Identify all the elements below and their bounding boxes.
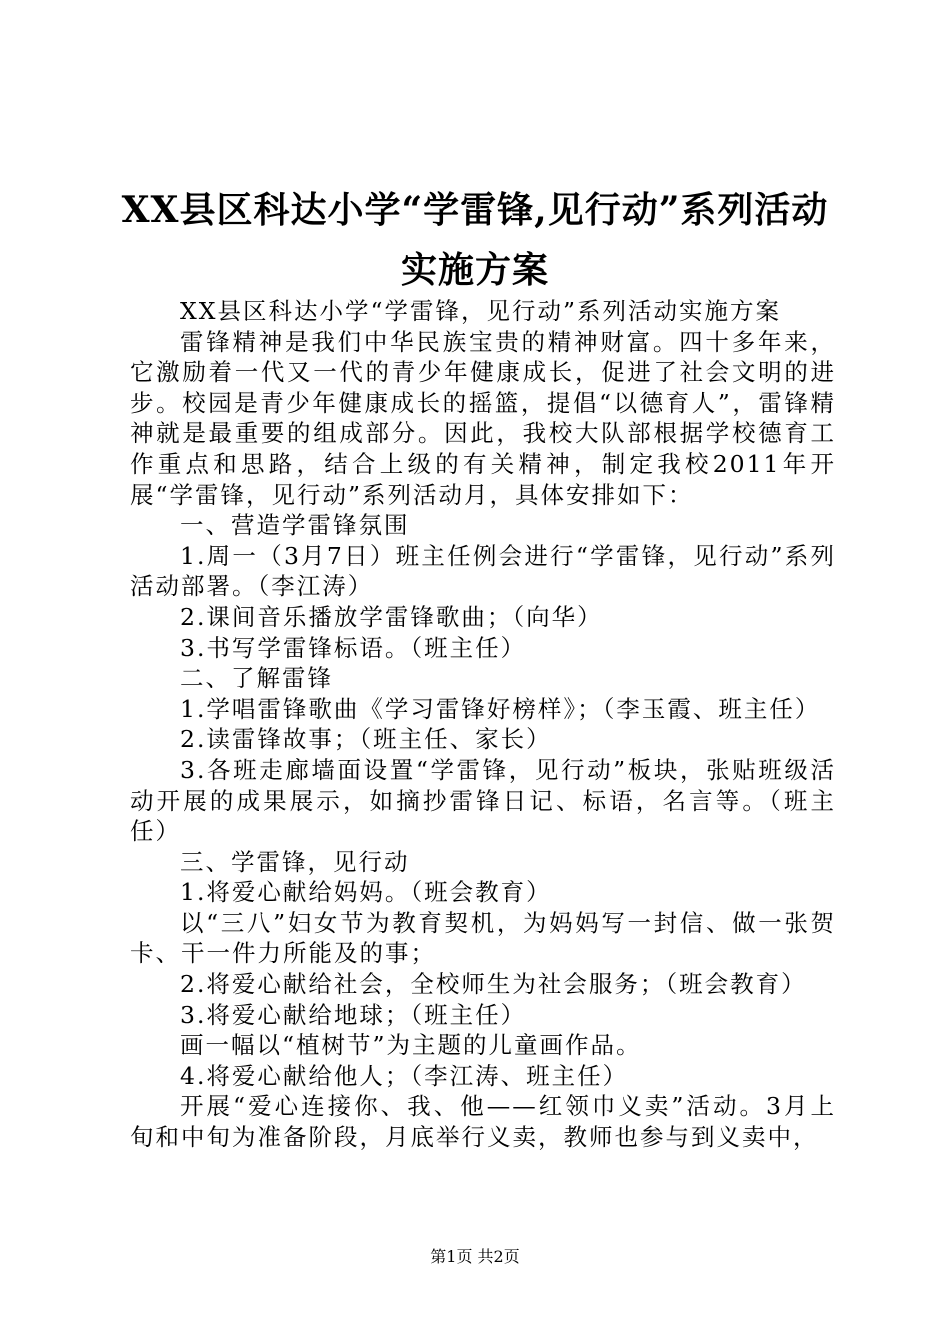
document-body — [130, 296, 836, 1153]
body-paragraph: 以“三八”妇女节为教育契机，为妈妈写一封信、做一张贺卡、干一件力所能及的事； — [130, 908, 836, 968]
section-heading: 二、了解雷锋 — [180, 664, 333, 693]
body-paragraph: 开展“爱心连接你、我、他——红领巾义卖”活动。3月上旬和中旬为准备阶段，月底举行义卖，教师也参与到义卖中， — [130, 1092, 836, 1152]
body-paragraph: 1.学唱雷锋歌曲《学习雷锋好榜样》；（李玉霞、班主任） — [180, 694, 821, 723]
body-paragraph: 3.书写学雷锋标语。（班主任） — [180, 633, 527, 662]
body-paragraph: 3.各班走廊墙面设置“学雷锋，见行动”板块，张贴班级活动开展的成果展示，如摘抄雷锋日记、标语，名言等。（班主任） — [130, 755, 836, 846]
body-paragraph: 3.将爱心献给地球；（班主任） — [180, 1000, 527, 1029]
section-heading: 一、营造学雷锋氛围 — [180, 511, 410, 540]
body-paragraph: 2.读雷锋故事；（班主任、家长） — [180, 725, 552, 754]
body-paragraph: 雷锋精神是我们中华民族宝贵的精神财富。四十多年来，它激励着一代又一代的青少年健康成长，促进了社会文明的进步。校园是青少年健康成长的摇篮，提倡“以德育人”，雷锋精神就是最重要的组成部分。因此，我校大队部根据学校德育工作重点和思路，结合上级的有关精神，制定我校2011年开展“学雷锋，见行动”系列活动月，具体安排如下： — [130, 327, 836, 509]
body-paragraph: XX县区科达小学“学雷锋，见行动”系列活动实施方案 — [180, 297, 781, 325]
document-title-line2: 实施方案 — [400, 249, 549, 291]
document-title-line1: XX县区科达小学“学雷锋,见行动”系列活动 — [121, 189, 829, 231]
body-paragraph: 1.将爱心献给妈妈。（班会教育） — [180, 878, 552, 907]
body-paragraph: 2.课间音乐播放学雷锋歌曲；（向华） — [180, 602, 603, 631]
body-paragraph: 4.将爱心献给他人；（李江涛、班主任） — [180, 1061, 629, 1090]
body-paragraph: 画一幅以“植树节”为主题的儿童画作品。 — [180, 1031, 642, 1060]
section-heading: 三、学雷锋，见行动 — [180, 847, 410, 876]
body-paragraph: 2.将爱心献给社会，全校师生为社会服务；（班会教育） — [180, 970, 807, 999]
body-paragraph: 1.周一（3月7日）班主任例会进行“学雷锋，见行动”系列活动部署。（李江涛） — [130, 541, 836, 601]
page-footer: 第1页 共2页 — [430, 1247, 520, 1266]
